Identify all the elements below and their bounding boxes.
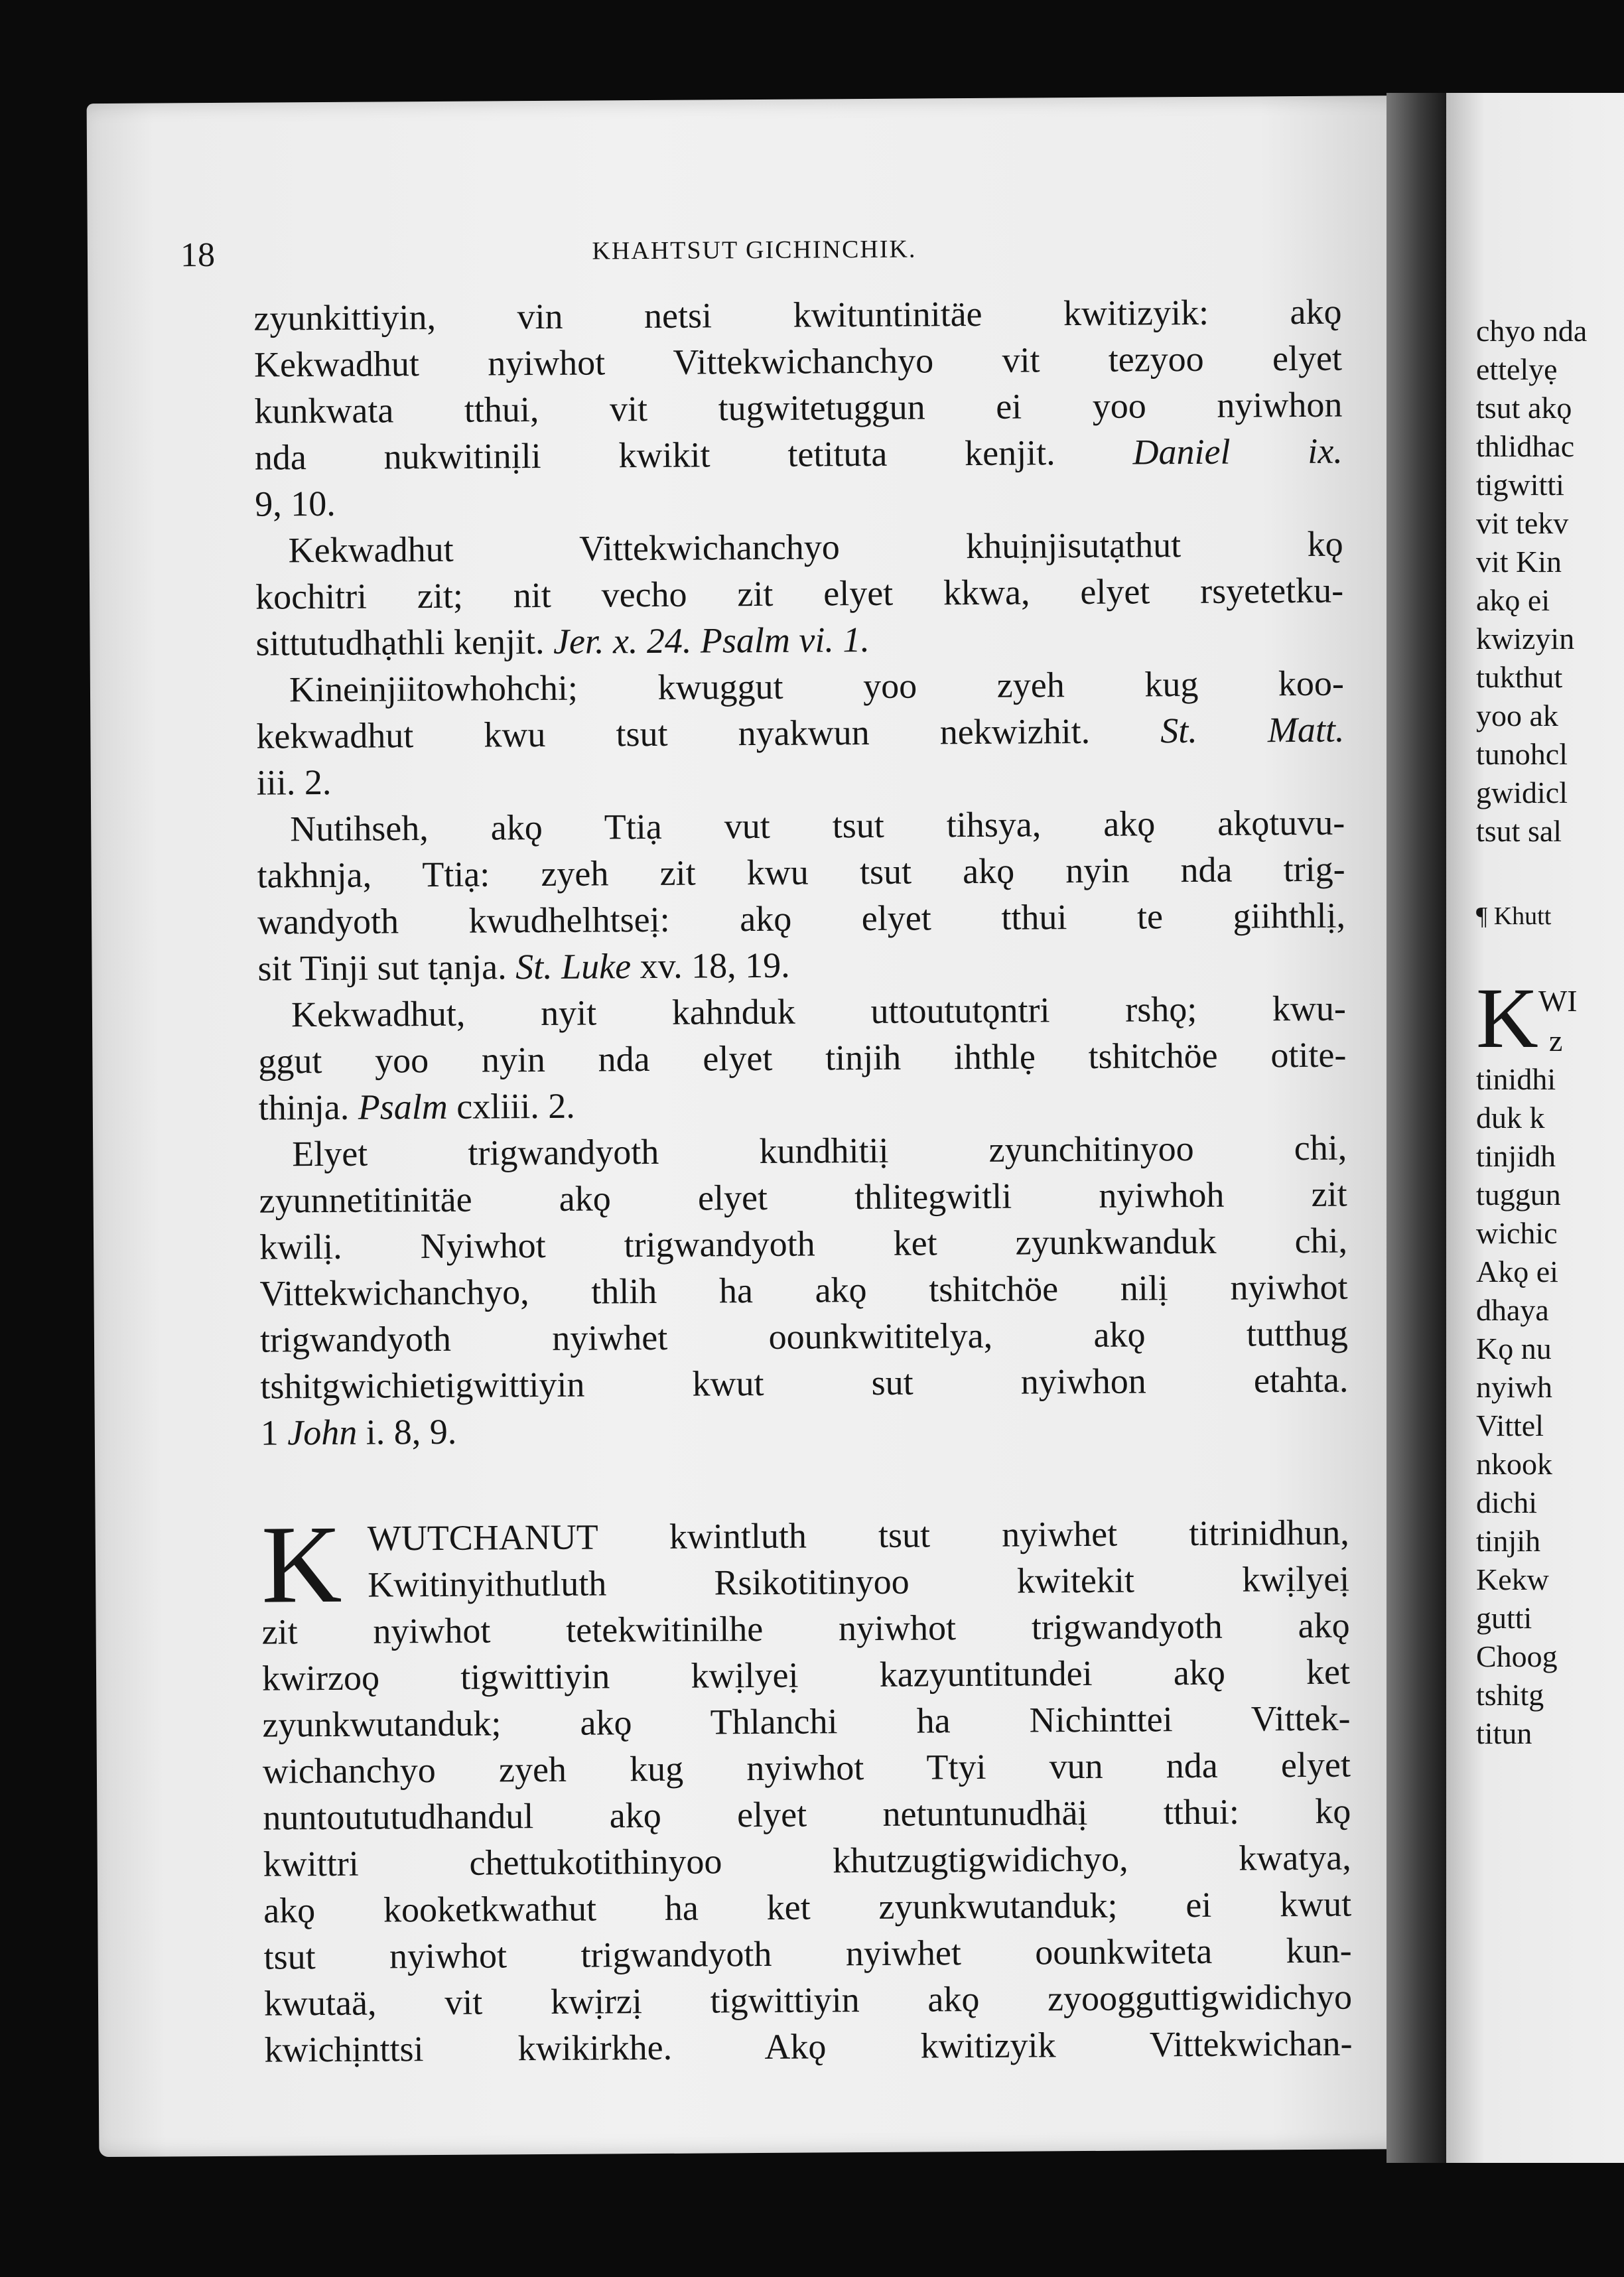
text-line: vit tekv	[1476, 506, 1569, 540]
text-span: kekwadhut kwu tsut nyakwun nekwizhit.	[256, 711, 1091, 756]
text-line: nyiwh	[1476, 1370, 1552, 1404]
text-line: yoo ak	[1476, 699, 1558, 732]
text-line: nuntoututudhandul akǫ elyet netuntunudhäị tthui: kǫ	[263, 1791, 1351, 1838]
text-line: tshitg	[1476, 1678, 1544, 1712]
text-line	[256, 707, 1344, 760]
text-line: kwilị. Nyiwhot trigwandyoth ket zyunkwanduk chi,	[259, 1220, 1348, 1267]
text-line: Kǫ nu	[1476, 1332, 1552, 1365]
text-line	[259, 1078, 1347, 1131]
text-line: takhnja, Ttiạ: zyeh zit kwu tsut akǫ nyin nda trig-	[257, 849, 1345, 896]
text-line: kunkwata tthui, vit tugwitetuggun ei yoo nyiwhon	[254, 384, 1343, 431]
running-head: KHAHTSUT GICHINCHIK.	[592, 235, 917, 265]
paragraph-2	[255, 521, 1343, 667]
text-line: tinidhi	[1476, 1062, 1556, 1096]
text-line: Vittekwichanchyo, thlih ha akǫ tshitchöe nilị nyiwhot	[259, 1267, 1348, 1314]
text-line: vit Kin	[1476, 545, 1562, 579]
text-span: sit Tinji sut tạnja.	[257, 947, 507, 989]
text-span: xv. 18, 19.	[640, 945, 790, 987]
text-span: i. 8, 9.	[366, 1411, 457, 1452]
text-line: Kekw	[1476, 1562, 1549, 1596]
drop-cap: K	[261, 1502, 342, 1627]
text-line: WUTCHANUT kwintluth tsut nyiwhet titrinidhun,	[367, 1512, 1349, 1558]
text-line	[255, 428, 1343, 481]
page-number: 18	[180, 236, 216, 275]
text-line: titun	[1476, 1716, 1532, 1750]
text-line: Kekwadhut nyiwhot Vittekwichanchyo vit tezyoo elyet	[253, 338, 1343, 385]
text-line	[1476, 971, 1587, 1066]
text-line	[257, 939, 1345, 992]
text-line: tunohcl	[1476, 737, 1568, 771]
paragraph-3	[256, 660, 1345, 806]
text-line: chyo nda	[1476, 314, 1588, 348]
text-line: 9, 10.	[255, 483, 336, 524]
scripture-reference: St. Luke	[515, 946, 632, 987]
section-gap	[1476, 851, 1587, 897]
text-line: trigwandyoth nyiwhet oounkwititelya, akǫ tutthug	[259, 1313, 1349, 1360]
text-line: tshitgwichietigwittiyin kwut sut nyiwhon etahta.	[260, 1359, 1349, 1407]
text-line: z	[1549, 1024, 1563, 1058]
paragraph-4	[257, 799, 1346, 992]
facing-page	[1446, 93, 1624, 2163]
text-line: tsut sal	[1476, 814, 1562, 848]
text-line: nkook	[1476, 1447, 1552, 1481]
text-line: wandyoth kwudhelhtseị: akǫ elyet tthui te giihthlị,	[257, 895, 1346, 942]
facing-page-text	[1476, 312, 1587, 1753]
text-line: tuggun	[1476, 1178, 1561, 1211]
scripture-reference: John	[287, 1412, 358, 1453]
paragraph-5	[258, 985, 1347, 1131]
text-line: Akǫ ei	[1476, 1255, 1558, 1288]
text-line: zit nyiwhot tetekwitinilhe nyiwhot trigwandyoth akǫ	[261, 1605, 1350, 1652]
text-line: tinjidh	[1476, 1139, 1556, 1173]
text-span: cxliii. 2.	[456, 1085, 575, 1127]
text-span: thinja.	[258, 1087, 350, 1128]
text-line: wichic	[1476, 1216, 1558, 1250]
text-line	[255, 614, 1343, 667]
text-line: akǫ kooketkwathut ha ket zyunkwutanduk; ei kwut	[263, 1884, 1352, 1931]
text-span: sittutudhạthli kenjit.	[255, 621, 545, 663]
text-line: Kwitinyithutluth Rsikotitinyoo kwitekit kwịlyeị	[368, 1558, 1350, 1605]
text-line: gwidicl	[1476, 776, 1568, 809]
text-span: WI	[1538, 984, 1578, 1018]
text-line: tsut nyiwhot trigwandyoth nyiwhet oounkwiteta kun-	[263, 1930, 1352, 1977]
text-span: nda nukwitinịli kwikit tetituta kenjit.	[254, 433, 1055, 478]
text-line: tigwitti	[1476, 468, 1564, 502]
scripture-reference: Psalm	[358, 1086, 448, 1127]
text-line: kwizyin	[1476, 622, 1575, 656]
book-page	[87, 96, 1433, 2157]
text-line: dhaya	[1476, 1293, 1549, 1327]
scripture-reference: Daniel ix.	[1132, 431, 1343, 472]
text-line: Kekwadhut, nyit kahnduk uttoututǫntri rshǫ; kwu-	[291, 988, 1347, 1035]
text-line: dichi	[1476, 1485, 1537, 1519]
text-line: kwutaä, vit kwịrzị tigwittiyin akǫ zyoogguttigwidichyo	[263, 1976, 1353, 2024]
paragraph-1	[253, 289, 1343, 527]
book-gutter	[1387, 93, 1446, 2163]
text-line: zyunnetitinitäe akǫ elyet thlitegwitli nyiwhoh zit	[259, 1174, 1347, 1221]
text-line: Elyet trigwandyoth kundhitiị zyunchitinyoo chi,	[292, 1127, 1347, 1174]
paragraph-6	[259, 1125, 1349, 1456]
page-body	[253, 289, 1352, 2073]
exhortation	[261, 1502, 1353, 2073]
text-line: Kekwadhut Vittekwichanchyo khuịnjisutạthut kǫ	[288, 523, 1343, 571]
text-line: tinjih	[1476, 1524, 1541, 1558]
text-line: kwichịnttsi kwikirkhe. Akǫ kwitizyik Vittekwichan-	[264, 2023, 1353, 2070]
text-line: thlidhac	[1476, 429, 1575, 463]
text-line: ettelyẹ	[1476, 352, 1558, 386]
text-line: Choog	[1476, 1639, 1558, 1673]
text-line: tukthut	[1476, 660, 1563, 694]
text-line: gutti	[1476, 1601, 1532, 1635]
text-line: Kineinjiitowhohchi; kwuggut yoo zyeh kug koo-	[289, 663, 1345, 710]
text-line: zyunkwutanduk; akǫ Thlanchi ha Nichinttei Vittek-	[262, 1698, 1351, 1745]
text-line: iii. 2.	[256, 762, 332, 803]
text-line: akǫ ei	[1476, 583, 1550, 617]
scripture-reference: St. Matt.	[1160, 709, 1345, 751]
text-line: Nutihseh, akǫ Ttiạ vut tsut tihsya, akǫ akǫtuvu-	[290, 802, 1345, 849]
text-line: Vittel	[1476, 1409, 1544, 1442]
text-span: 1	[260, 1413, 279, 1453]
text-line: wichanchyo zyeh kug nyiwhot Ttyi vun nda elyet	[262, 1744, 1351, 1791]
text-line: kochitri zit; nit vecho zit elyet kkwa, elyet rsyetetku-	[255, 570, 1344, 617]
text-line: ggut yoo nyin nda elyet tinjih ihthlẹ tshitchöe otite-	[258, 1034, 1347, 1081]
section-gap	[261, 1450, 1349, 1516]
text-line: tsut akǫ	[1476, 391, 1572, 425]
scripture-reference: Jer. x. 24.	[553, 620, 692, 661]
text-line: kwirzoǫ tigwittiyin kwịlyeị kazyuntitundei akǫ ket	[261, 1651, 1351, 1698]
text-line: kwittri chettukotithinyoo khutzugtigwidichyo, kwatya,	[263, 1837, 1351, 1884]
drop-cap: K	[1476, 971, 1538, 1066]
text-line: duk k	[1476, 1101, 1545, 1135]
text-line: zyunkittiyin, vin netsi kwituntinitäe kwitizyik: akǫ	[253, 291, 1342, 338]
text-line	[261, 1403, 1349, 1456]
rubric: ¶ Khutt	[1476, 902, 1552, 930]
scripture-reference: Psalm vi. 1.	[700, 619, 870, 661]
